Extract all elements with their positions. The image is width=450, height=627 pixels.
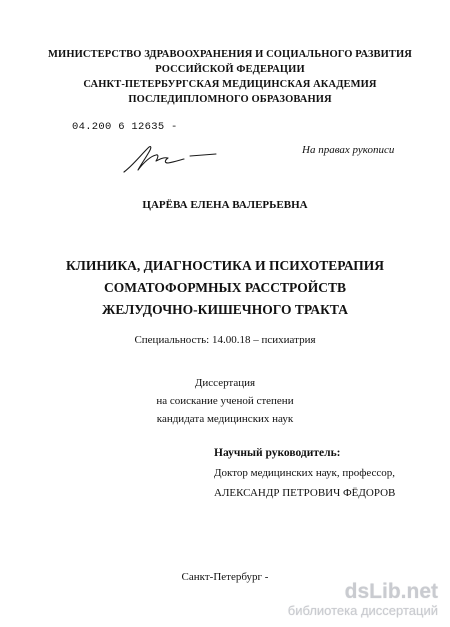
rights-note: На правах рукописи [302,144,395,156]
degree-line: кандидата медицинских наук [156,413,294,425]
city-line: Санкт-Петербург - [181,571,269,583]
ministry-line: ПОСЛЕДИПЛОМНОГО ОБРАЗОВАНИЯ [128,94,332,105]
dissertation-title [20,255,430,321]
ministry-line: РОССИЙСКОЙ ФЕДЕРАЦИИ [155,64,305,75]
watermark [288,581,438,619]
ministry-line: САНКТ-ПЕТЕРБУРГСКАЯ МЕДИЦИНСКАЯ АКАДЕМИЯ [83,79,377,90]
degree-line: на соискание ученой степени [156,395,294,407]
watermark-subtitle: библиотека диссертаций [287,603,438,618]
author-name: ЦАРЁВА ЕЛЕНА ВАЛЕРЬЕВНА [142,199,308,211]
degree-statement [0,374,450,428]
ministry-line: МИНИСТЕРСТВО ЗДРАВООХРАНЕНИЯ И СОЦИАЛЬНОГО РАЗВИТИЯ [48,49,412,60]
supervisor-name: АЛЕКСАНДР ПЕТРОВИЧ ФЁДОРОВ [214,487,396,499]
supervisor-degree: Доктор медицинских наук, профессор, [214,467,396,479]
watermark-logo: dsLib.net [344,580,438,603]
supervisor-block [214,443,395,503]
title-line: КЛИНИКА, ДИАГНОСТИКА И ПСИХОТЕРАПИЯ [66,258,384,273]
supervisor-heading: Научный руководитель: [214,447,341,459]
title-line: ЖЕЛУДОЧНО-КИШЕЧНОГО ТРАКТА [102,302,348,317]
handwritten-signature [118,138,228,178]
degree-line: Диссертация [194,377,256,389]
institution-header [40,47,420,107]
title-line: СОМАТОФОРМНЫХ РАССТРОЙСТВ [104,280,346,295]
specialty: Специальность: 14.00.18 – психиатрия [134,334,316,346]
registration-stamp: 04.200 6 12635 - [72,121,178,133]
